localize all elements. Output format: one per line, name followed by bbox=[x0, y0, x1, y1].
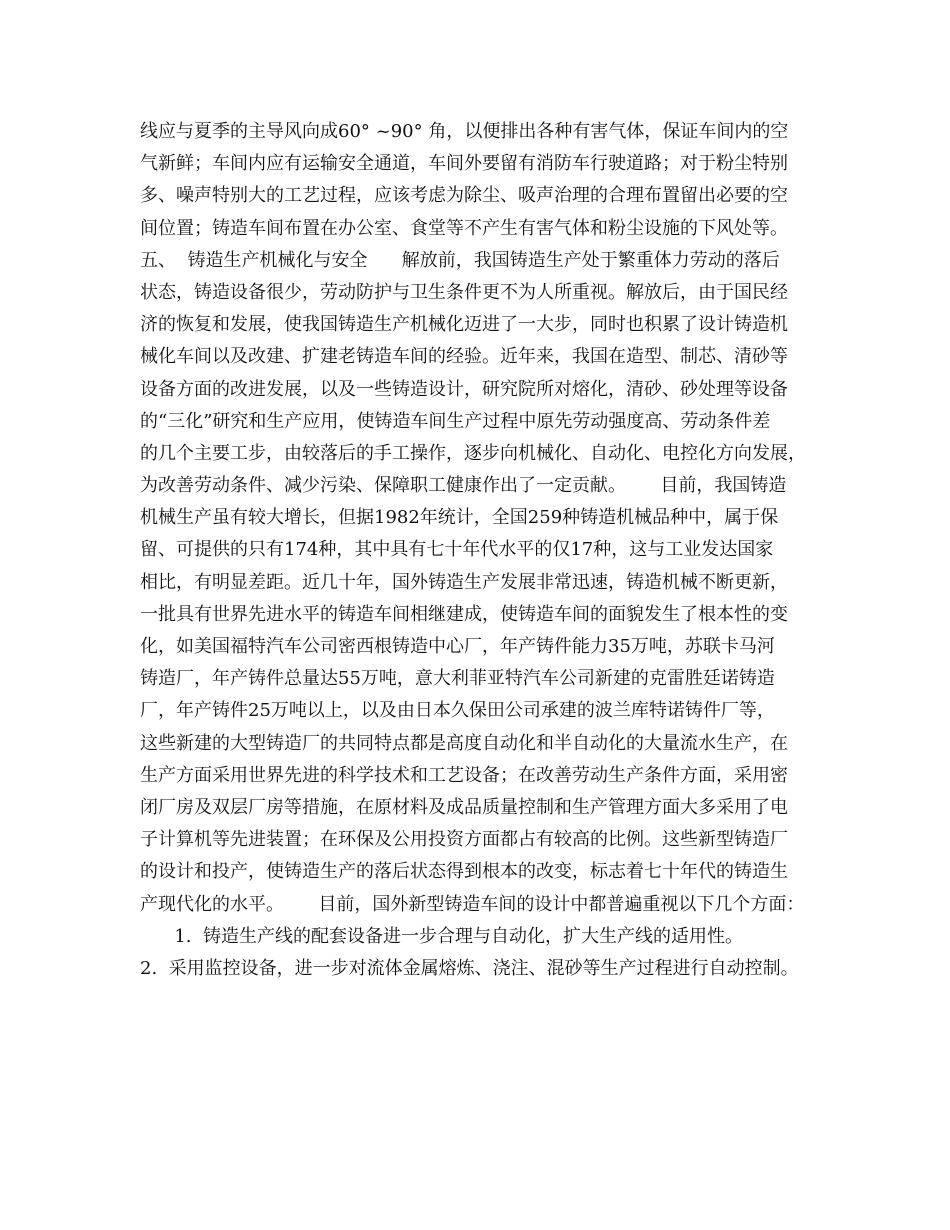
text-line: 的几个主要工步，由较落后的手工操作，逐步向机械化、自动化、电控化方向发展， bbox=[140, 442, 806, 464]
text-line: 产现代化的水平。 目前，国外新型铸造车间的设计中都普遍重视以下几个方面： bbox=[140, 893, 805, 915]
text-line: 一批具有世界先进水平的铸造车间相继建成，使铸造车间的面貌发生了根本性的变 bbox=[140, 603, 788, 625]
text-line: 的“三化”研究和生产应用，使铸造车间生产过程中原先劳动强度高、劳动条件差 bbox=[140, 410, 771, 432]
text-line: 多、噪声特别大的工艺过程，应该考虑为除尘、吸声治理的合理布置留出必要的空 bbox=[140, 185, 788, 207]
text-line: 状态，铸造设备很少，劳动防护与卫生条件更不为人所重视。解放后，由于国民经 bbox=[140, 281, 788, 303]
text-line: 设备方面的改进发展，以及一些铸造设计，研究院所对熔化，清砂、砂处理等设备 bbox=[140, 378, 788, 400]
text-line: 厂，年产铸件25万吨以上，以及由日本久保田公司承建的波兰库特诺铸件厂等， bbox=[140, 700, 775, 722]
text-line: 这些新建的大型铸造厂的共同特点都是高度自动化和半自动化的大量流水生产，在 bbox=[140, 732, 788, 754]
text-line: 械化车间以及改建、扩建老铸造车间的经验。近年来，我国在造型、制芯、清砂等 bbox=[140, 346, 788, 368]
text-line: 闭厂房及双层厂房等措施，在原材料及成品质量控制和生产管理方面大多采用了电 bbox=[140, 796, 788, 818]
text-line: 为改善劳动条件、减少污染、保障职工健康作出了一定贡献。 目前，我国铸造 bbox=[140, 475, 787, 497]
text-line: 线应与夏季的主导风向成60° ~90° 角，以便排出各种有害气体，保证车间内的空 bbox=[140, 121, 789, 142]
text-line: 五、 铸造生产机械化与安全 解放前，我国铸造生产处于繁重体力劳动的落后 bbox=[140, 249, 780, 271]
text-line: 间位置；铸造车间布置在办公室、食堂等不产生有害气体和粉尘设施的下风处等。 bbox=[140, 217, 788, 239]
text-line: 机械生产虽有较大增长，但据1982年统计，全国259种铸造机械品种中，属于保 bbox=[140, 507, 779, 529]
text-line: 相比，有明显差距。近几十年，国外铸造生产发展非常迅速，铸造机械不断更新， bbox=[140, 571, 788, 593]
text-line: 化，如美国福特汽车公司密西根铸造中心厂，年产铸件能力35万吨，苏联卡马河 bbox=[140, 636, 775, 657]
text-line: 生产方面采用世界先进的科学技术和工艺设备；在改善劳动生产条件方面，采用密 bbox=[140, 764, 788, 786]
text-line: 铸造厂，年产铸件总量达55万吨，意大利菲亚特汽车公司新建的克雷胜廷诺铸造 bbox=[140, 668, 775, 690]
text-line: 1. 铸造生产线的配套设备进一步合理与自动化，扩大生产线的适用性。 bbox=[140, 925, 743, 947]
text-line: 子计算机等先进装置；在环保及公用投资方面都占有较高的比例。这些新型铸造厂 bbox=[140, 829, 788, 851]
text-line: 济的恢复和发展，使我国铸造生产机械化迈进了一大步，同时也积累了设计铸造机 bbox=[140, 314, 788, 336]
text-line: 留、可提供的只有174种，其中具有七十年代水平的仅17种，这与工业发达国家 bbox=[140, 539, 774, 561]
text-line: 的设计和投产，使铸造生产的落后状态得到根本的改变，标志着七十年代的铸造生 bbox=[140, 861, 788, 883]
text-line: 2. 采用监控设备，进一步对流体金属熔炼、浇注、混砂等生产过程进行自动控制。 bbox=[140, 957, 799, 979]
body-text bbox=[140, 116, 830, 985]
text-line: 气新鲜；车间内应有运输安全通道，车间外要留有消防车行驶道路；对于粉尘特别 bbox=[140, 153, 788, 175]
